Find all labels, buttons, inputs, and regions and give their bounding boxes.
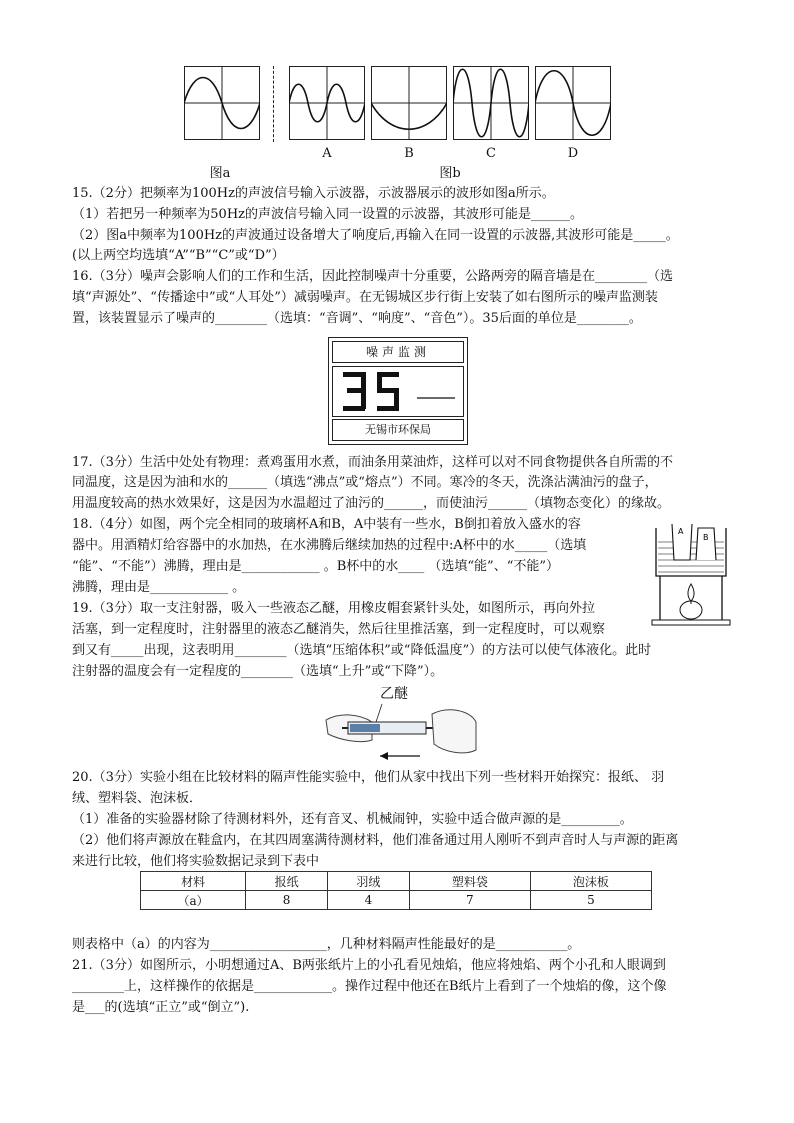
table-header-row <box>141 872 652 891</box>
q19-line-2: 活塞，到一定程度时，注射器里的液态乙醚消失，然后往里推活塞，到一定程度时，可以观察 <box>72 622 606 637</box>
noise-monitor <box>328 337 468 445</box>
monitor-title: 噪声监测 <box>332 341 464 363</box>
table-cell: 5 <box>530 891 651 910</box>
q20-line-5: 来进行比较，他们将实验数据记录到下表中 <box>72 854 320 869</box>
monitor-footer: 无锡市环保局 <box>332 419 464 441</box>
q16-line-3: 置，该装置显示了噪声的________（选填：“音调”、“响度”、“音色”）。35后面的单位是________。 <box>72 311 642 326</box>
table-cell: （a） <box>141 891 246 910</box>
table-header-cell: 塑料袋 <box>409 872 530 891</box>
table-header-cell: 羽绒 <box>327 872 409 891</box>
q21-line-1: 21.（3分）如图所示，小明想通过A、B两张纸片上的小孔看见烛焰，他应将烛焰、两个小孔和人眼调到 <box>72 958 666 973</box>
q17-line-2: 同温度，这是因为油和水的______（填选“沸点”或“熔点”）不同。寒冷的冬天，洗涤沾满油污的盘子， <box>72 475 658 490</box>
q18-line-1: 18.（4分）如图，两个完全相同的玻璃杯A和B，A中装有一些水，B倒扣着放入盛水的容 <box>72 517 581 532</box>
q20-line-1: 20.（3分）实验小组在比较材料的隔声性能实验中，他们从家中找出下列一些材料开始探究：报纸、 羽 <box>72 770 665 785</box>
svg-text:B: B <box>703 533 709 542</box>
q15-line-4: (以上两空均选填“A”“B”“C”或“D”） <box>72 248 285 263</box>
option-d-label: D <box>567 146 579 161</box>
q18-line-3: “能”、“不能”）沸腾，理由是____________ 。B杯中的水____ （选填“能”、“不能”） <box>72 559 559 574</box>
seven-segment-display <box>333 367 463 416</box>
materials-table <box>140 871 652 910</box>
q20-line-6: 则表格中（a）的内容为__________________，几种材料隔声性能最好的是___________。 <box>72 937 581 952</box>
option-d-waveform <box>535 66 611 140</box>
q20-line-2: 绒、塑料袋、泡沫板． <box>72 791 203 806</box>
table-header-cell: 泡沫板 <box>530 872 651 891</box>
option-c-waveform <box>453 66 529 140</box>
option-b-waveform <box>371 66 447 140</box>
q17-line-3: 用温度较高的热水效果好，这是因为水温超过了油污的______，而使油污______（填物态变化）的缘故。 <box>72 496 671 511</box>
q19-line-3: 到又有_____出现，这表明用________（选填“压缩体积”或“降低温度”）的方法可以使气体液化。此时 <box>72 643 652 658</box>
table-cell: 4 <box>327 891 409 910</box>
q18-line-2: 器中。用酒精灯给容器中的水加热，在水沸腾后继续加热的过程中:A杯中的水_____（选填 <box>72 538 587 553</box>
figure-a-label: 图a <box>209 166 231 181</box>
figure-a-oscilloscope <box>184 66 260 140</box>
table-cell: 7 <box>409 891 530 910</box>
monitor-display <box>332 366 464 417</box>
q19-line-4: 注射器的温度会有一定程度的________（选填“上升”或“下降”）。 <box>72 664 444 679</box>
q16-line-2: 填“声源处”、“传播途中”或“人耳处”）减弱噪声。在无锡城区步行街上安装了如右图所示的噪声监测装 <box>72 290 658 305</box>
table-cell: 8 <box>246 891 328 910</box>
q15-line-3: （2）图a中频率为100Hz的声波通过设备增大了响度后,再输入在同一设置的示波器,其波形可能是_____。 <box>72 228 679 243</box>
table-header-cell: 报纸 <box>246 872 328 891</box>
q15-line-1: 15.（2分）把频率为100Hz的声波信号输入示波器，示波器展示的波形如图a所示。 <box>72 186 555 201</box>
q21-line-2: ________上，这样操作的依据是____________。操作过程中他还在B纸片上看到了一个烛焰的像，这个像 <box>72 979 667 994</box>
q15-line-2: （1）若把另一种频率为50Hz的声波信号输入同一设置的示波器，其波形可能是______。 <box>72 207 583 222</box>
svg-text:A: A <box>678 527 684 536</box>
figure-b-label: 图b <box>439 166 461 181</box>
q20-line-3: （1）准备的实验器材除了待测材料外，还有音叉、机械闹钟，实验中适合做声源的是_________。 <box>72 812 633 827</box>
q17-line-1: 17.（3分）生活中处处有物理：煮鸡蛋用水煮，而油条用菜油炸，这样可以对不同食物提供各自所需的不 <box>72 455 673 470</box>
syringe-figure <box>320 700 480 760</box>
option-a-label: A <box>322 146 332 161</box>
table-row <box>141 891 652 910</box>
option-c-label: C <box>486 146 496 161</box>
q18-line-4: 沸腾，理由是____________ 。 <box>72 580 246 595</box>
option-b-label: B <box>404 146 414 161</box>
q20-line-4: （2）他们将声源放在鞋盒内，在其四周塞满待测材料，他们准备通过用人刚听不到声音时人与声源的距离 <box>72 833 679 848</box>
option-a-waveform <box>289 66 365 140</box>
q19-line-1: 19.（3分）取一支注射器，吸入一些液态乙醚，用橡皮帽套紧针头处，如图所示，再向外拉 <box>72 601 595 616</box>
table-header-cell: 材料 <box>141 872 246 891</box>
q21-line-3: 是___的(选填“正立”或“倒立”). <box>72 1000 250 1015</box>
boiling-apparatus-figure <box>650 520 732 630</box>
q16-line-1: 16.（3分）噪声会影响人们的工作和生活，因此控制噪声十分重要，公路两旁的隔音墙是在________（选 <box>72 269 673 284</box>
ether-label: 乙醚 <box>380 686 408 702</box>
figure-divider <box>273 66 274 142</box>
